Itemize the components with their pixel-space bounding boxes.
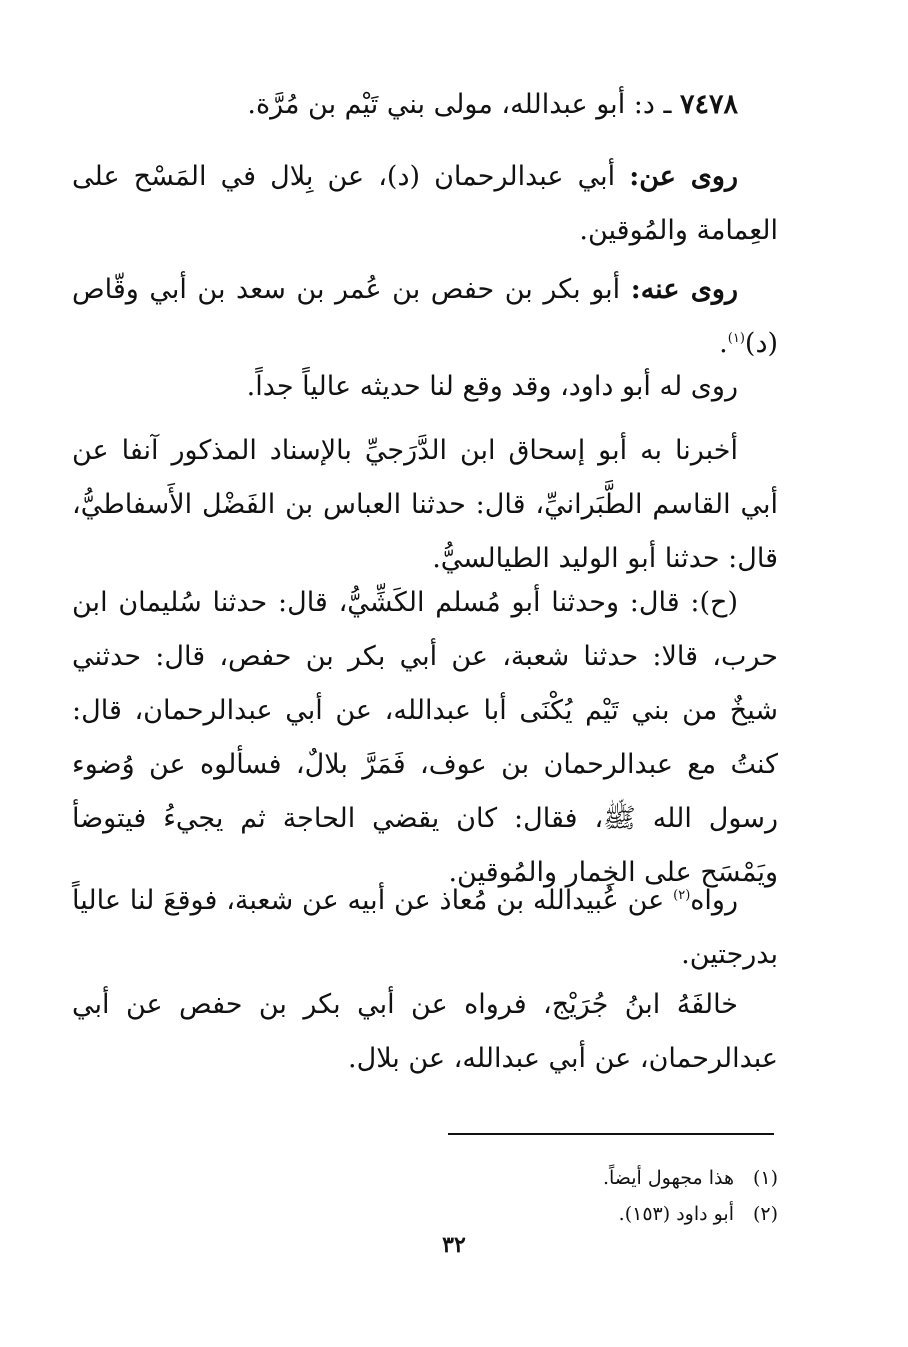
entry-heading-text: ـ د: أبو عبدالله، مولى بني تَيْم بن مُرَّة. (247, 89, 680, 120)
footnote-ref-1: (١) (727, 331, 745, 346)
footnote-1-text: هذا مجهول أيضاً. (602, 1167, 734, 1189)
footnote-1 (72, 1160, 778, 1196)
footnote-2 (72, 1196, 778, 1232)
footnotes (72, 1160, 778, 1232)
contradiction-paragraph: خالفَهُ ابنُ جُرَيْج، فرواه عن أبي بكر بن حفص عن أبي عبدالرحمان، عن أبي عبدالله، عن بلال. (72, 989, 778, 1074)
footnote-2-number: (٢) (752, 1203, 778, 1225)
narrated-by-paragraph (72, 263, 778, 371)
narration-note-paragraph: روى له أبو داود، وقد وقع لنا حديثه عالياً جداً. (246, 371, 738, 402)
page-number: ٣٢ (442, 1232, 466, 1258)
entry-heading (72, 78, 778, 132)
narrated-it-start: رواه (690, 885, 738, 916)
footnote-2-text: أبو داود (١٥٣). (618, 1203, 734, 1225)
narrated-from-text: أبي عبدالرحمان (د)، عن بِلال في المَسْح على العِمامة والمُوقين. (72, 161, 778, 246)
narrated-it-text: عن عُبيدالله بن مُعاذ عن أبيه عن شعبة، فوقعَ لنا عالياً بدرجتين. (72, 885, 778, 970)
footnote-1-number: (١) (752, 1167, 778, 1189)
hadith-paragraph: (ح): قال: وحدثنا أبو مُسلم الكَشِّيُّ، قال: حدثنا سُليمان ابن حرب، قالا: حدثنا شعبة، عن أبي بكر بن حفص، قال: حدثني شيخٌ من بني تَيْم يُكْنَى أبا عبدالله، عن أبي عبدالرحمان، قال: كنتُ مع عبدالرحمان بن عوف، فَمَرَّ بلالٌ، فسألوه عن وُضوء رسول الله ﷺ، فقال: كان يقضي الحاجة ثم يجيءُ فيتوضأ ويَمْسَح على الخِمار والمُوقين. (72, 587, 778, 888)
chain-paragraph: أخبرنا به أبو إسحاق ابن الدَّرَجيِّ بالإسناد المذكور آنفا عن أبي القاسم الطَّبَرانيِّ، قال: حدثنا العباس بن الفَضْل الأَسفاطيُّ، قال: حدثنا أبو الوليد الطيالسيُّ. (72, 435, 778, 574)
footnote-divider (448, 1133, 774, 1135)
narrated-by-text: أبو بكر بن حفص بن عُمر بن سعد بن أبي وقّاص (د) (72, 274, 778, 359)
footnote-ref-2: (٢) (673, 888, 691, 903)
narrated-it-paragraph (72, 874, 778, 982)
entry-number: ٧٤٧٨ (679, 89, 738, 120)
narrated-from-label: روى عن: (629, 161, 738, 192)
narrated-by-end: . (719, 328, 728, 359)
narrated-by-label: روى عنه: (630, 274, 739, 305)
narrated-from-paragraph (72, 150, 778, 258)
